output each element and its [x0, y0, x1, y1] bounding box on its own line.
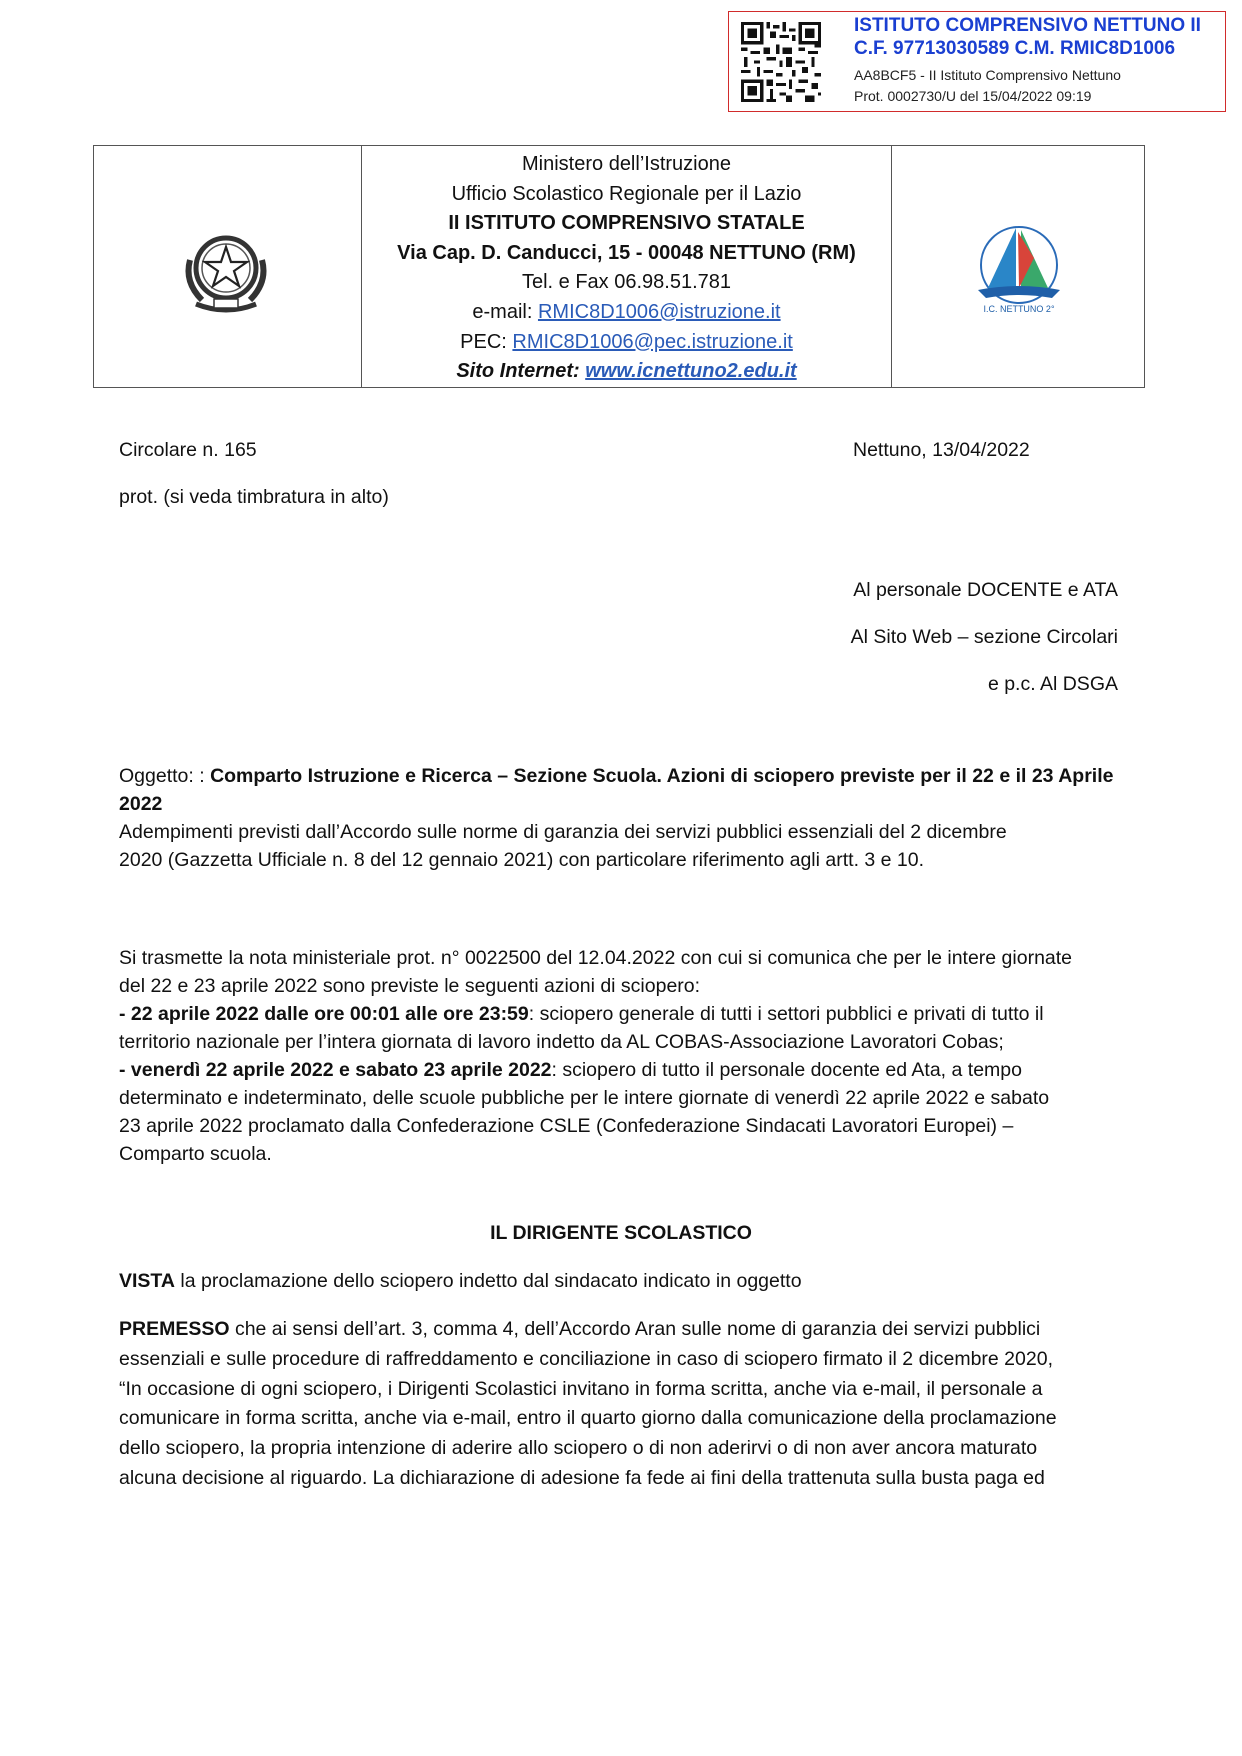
email-link[interactable]: RMIC8D1006@istruzione.it — [537, 300, 781, 323]
protocol-note: prot. (si veda timbratura in alto) — [119, 486, 389, 508]
website-label: Sito Internet: — [456, 360, 586, 383]
dirigente-heading: IL DIRIGENTE SCOLASTICO — [490, 1222, 752, 1244]
stamp-fiscal-code: C.F. 97713030589 C.M. RMIC8D1006 — [854, 38, 1176, 59]
strike-item-2-date: - venerdì 22 aprile 2022 e sabato 23 aprile 2022 — [119, 1059, 552, 1081]
strike-item-2-line-3: 23 aprile 2022 proclamato dalla Confederazione CSLE (Confederazione Sindacati Lavoratori Europei) – — [119, 1115, 1014, 1137]
letterhead-emblem-cell — [94, 146, 362, 387]
subject-prefix: Oggetto: : — [119, 765, 211, 787]
school-logo-text: I.C. NETTUNO 2° — [983, 304, 1055, 314]
regional-office: Ufficio Scolastico Regionale per il Lazio — [451, 182, 802, 205]
subject-description-1: Adempimenti previsti dall’Accordo sulle norme di garanzia dei servizi pubblici essenziali del 2 dicembre — [119, 821, 1007, 843]
qr-code-icon — [741, 22, 821, 102]
subject-line-1 — [119, 762, 1149, 790]
school-phone: Tel. e Fax 06.98.51.781 — [521, 271, 732, 294]
recipient-website: Al Sito Web – sezione Circolari — [850, 626, 1118, 648]
recipient-staff: Al personale DOCENTE e ATA — [853, 579, 1118, 601]
premesso-line-4: comunicare in forma scritta, anche via e-mail, entro il quarto giorno dalla comunicazione della proclamazione — [119, 1407, 1057, 1430]
vista-text: la proclamazione dello sciopero indetto dal sindacato indicato in oggetto — [174, 1270, 802, 1292]
circular-number: Circolare n. 165 — [119, 439, 257, 461]
strike-item-2-text: : sciopero di tutto il personale docente ed Ata, a tempo — [551, 1059, 1022, 1081]
vista-paragraph — [119, 1267, 1149, 1295]
italian-republic-emblem-icon — [176, 220, 276, 320]
strike-item-2-line-2: determinato e indeterminato, delle scuole pubbliche per le intere giornate di venerdì 22 aprile 2022 e sabato — [119, 1087, 1050, 1109]
premesso-line-1: che ai sensi dell’art. 3, comma 4, dell’Accordo Aran sulle nome di garanzia dei servizi pubblici — [229, 1318, 1041, 1340]
stamp-aoo-code: AA8BCF5 - II Istituto Comprensivo Nettuno — [854, 67, 1121, 83]
letterhead-table — [93, 145, 1145, 388]
strike-item-1-date: - 22 aprile 2022 dalle ore 00:01 alle ore 23:59 — [119, 1003, 529, 1025]
subject-block — [119, 762, 1149, 874]
body-intro-1: Si trasmette la nota ministeriale prot. n° 0022500 del 12.04.2022 con cui si comunica che per le intere giornate — [119, 947, 1073, 969]
stamp-protocol-number: Prot. 0002730/U del 15/04/2022 09:19 — [854, 88, 1092, 104]
stamp-institute-name: ISTITUTO COMPRENSIVO NETTUNO II — [854, 15, 1201, 36]
strike-item-1-line-2: territorio nazionale per l’intera giornata di lavoro indetto da AL COBAS-Associazione Lavoratori Cobas; — [119, 1031, 1004, 1053]
premesso-paragraph — [119, 1315, 1149, 1494]
premesso-line-2: essenziali e sulle procedure di raffreddamento e conciliazione in caso di sciopero firmato il 2 dicembre 2020, — [119, 1347, 1053, 1370]
strike-item-1 — [119, 1000, 1149, 1028]
subject-title-year: 2022 — [119, 793, 163, 815]
premesso-label: PREMESSO — [119, 1318, 230, 1340]
school-name: II ISTITUTO COMPRENSIVO STATALE — [448, 212, 805, 235]
website-line — [362, 357, 891, 387]
website-link[interactable]: www.icnettuno2.edu.it — [585, 360, 797, 383]
recipient-dsga: e p.c. Al DSGA — [987, 673, 1118, 695]
premesso-line-5: dello sciopero, la propria intenzione di aderire allo sciopero o di non aderirvi o di non aver ancora maturato — [119, 1437, 1038, 1460]
pec-link[interactable]: RMIC8D1006@pec.istruzione.it — [512, 330, 793, 353]
subject-title: Comparto Istruzione e Ricerca – Sezione Scuola. Azioni di sciopero previste per il 22 e il 23 Aprile — [210, 765, 1114, 787]
premesso-line-3: “In occasione di ogni sciopero, i Dirigenti Scolastici invitano in forma scritta, anche via e-mail, il personale a — [119, 1377, 1043, 1400]
protocol-stamp — [728, 11, 1226, 112]
school-sailboat-logo-icon — [966, 218, 1072, 316]
email-line — [362, 298, 891, 328]
letterhead-logo-cell — [892, 146, 1144, 387]
document-date: Nettuno, 13/04/2022 — [853, 439, 1030, 461]
school-address: Via Cap. D. Canducci, 15 - 00048 NETTUNO (RM) — [397, 241, 856, 264]
strike-item-1-text: : sciopero generale di tutti i settori pubblici e privati di tutto il — [528, 1003, 1044, 1025]
pec-line — [362, 328, 891, 358]
body-intro-2: del 22 e 23 aprile 2022 sono previste le seguenti azioni di sciopero: — [119, 975, 701, 997]
letterhead-info-cell — [362, 146, 892, 387]
strike-item-2-line-4: Comparto scuola. — [119, 1143, 272, 1165]
subject-description-2: 2020 (Gazzetta Ufficiale n. 8 del 12 gennaio 2021) con particolare riferimento agli artt. 3 e 10. — [119, 849, 925, 871]
vista-label: VISTA — [119, 1270, 175, 1292]
premesso-line-6: alcuna decisione al riguardo. La dichiarazione di adesione fa fede ai fini della trattenuta sulla busta paga ed — [119, 1466, 1045, 1489]
body-block — [119, 944, 1149, 1168]
pec-label: PEC: — [460, 330, 513, 353]
strike-item-2 — [119, 1056, 1149, 1084]
ministry-name: Ministero dell’Istruzione — [522, 153, 731, 175]
email-label: e-mail: — [472, 300, 538, 323]
